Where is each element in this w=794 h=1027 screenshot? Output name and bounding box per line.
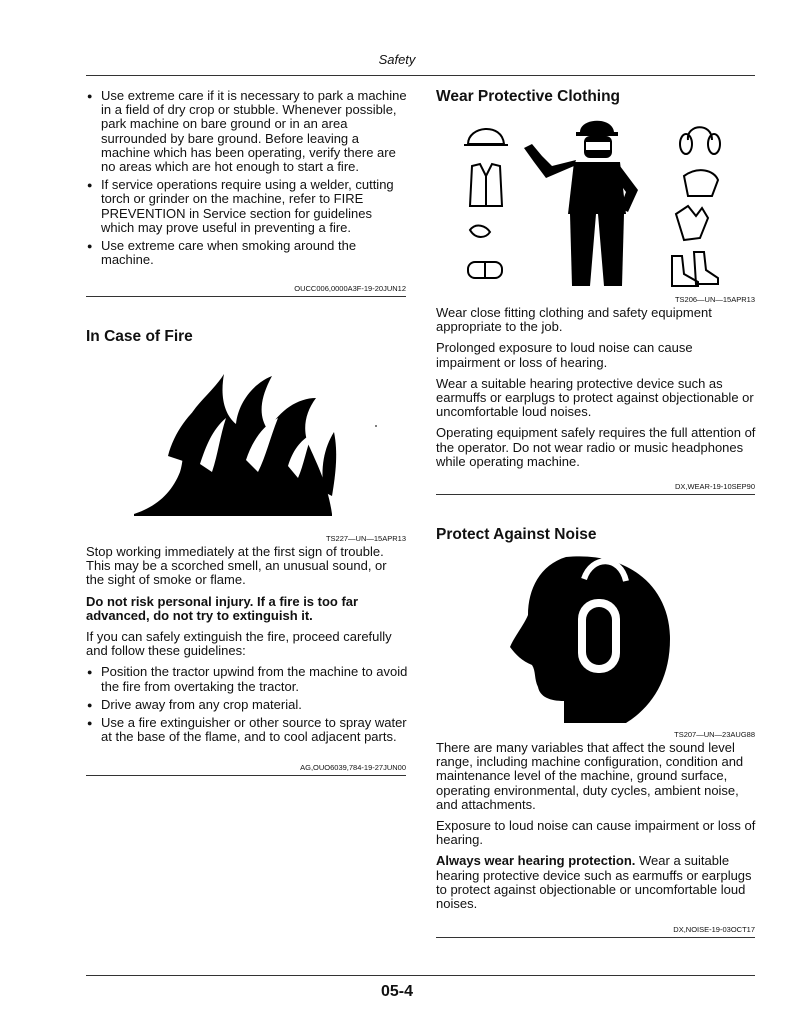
clothing-paragraph: Operating equipment safely requires the full attention of the operator. Do not wear radio or music headphones while operating machine. xyxy=(436,425,756,469)
list-item: ● Use extreme care if it is necessary to park a machine in a field of dry crop or stubble. Whenever possible, park machine on bare ground or in an area surrounded by bare ground. Before leaving a machine which has been operating, verify there are no areas which are hot enough to start a fire. xyxy=(86,89,408,174)
intro-section xyxy=(86,89,408,271)
clothing-paragraph: Prolonged exposure to loud noise can cause impairment or loss of hearing. xyxy=(436,340,693,370)
clothing-section-title: Wear Protective Clothing xyxy=(436,88,621,105)
clothing-paragraph: Wear a suitable hearing protective device such as earmuffs or earplugs to protect against objectionable or uncomfortable loud noises. xyxy=(436,375,754,420)
fire-bullet-list xyxy=(86,665,408,744)
header-rule xyxy=(86,75,755,76)
clothing-image-code: TS206—UN—15APR13 xyxy=(674,295,755,304)
fire-section-title: In Case of Fire xyxy=(86,328,193,345)
hearing-protection-head-icon xyxy=(506,551,686,727)
list-item: ● Position the tractor upwind from the machine to avoid the fire from overtaking the tractor. xyxy=(86,665,408,693)
section-rule xyxy=(436,937,755,938)
noise-paragraph xyxy=(436,854,758,911)
list-item: ● Use a fire extinguisher or other source to spray water at the base of the flame, and to cool adjacent parts. xyxy=(86,716,408,744)
page-header-title: Safety xyxy=(378,52,416,67)
fire-reference-code: AG,OUO6039,784-19-27JUN00 xyxy=(300,763,406,772)
noise-section-body xyxy=(436,741,758,918)
fire-paragraph: If you can safely extinguish the fire, proceed carefully and follow these guidelines: xyxy=(86,629,392,659)
noise-paragraph: Exposure to loud noise can cause impairment or loss of hearing. xyxy=(436,818,756,848)
intro-reference-code: OUCC006,0000A3F-19-20JUN12 xyxy=(294,284,406,293)
clothing-paragraph: Wear close fitting clothing and safety equipment appropriate to the job. xyxy=(436,305,712,335)
noise-paragraph: There are many variables that affect the sound level range, including machine configuration, condition and maintenance level of the machine, ground surface, operating environmental, duty cycles, ambient noise, and attachments. xyxy=(436,740,744,812)
noise-image-code: TS207—UN—23AUG88 xyxy=(674,730,755,739)
noise-emphasis: Always wear hearing protection. xyxy=(436,853,636,869)
list-item: ● Use extreme care when smoking around the machine. xyxy=(86,239,408,267)
intro-bullet-list xyxy=(86,89,408,267)
fire-flames-icon xyxy=(128,368,388,520)
footer-rule xyxy=(86,975,755,976)
section-rule xyxy=(86,775,406,776)
page-number: 05-4 xyxy=(380,983,414,1000)
fire-warning-paragraph: Do not risk personal injury. If a fire is too far advanced, do not try to extinguish it. xyxy=(86,593,359,623)
section-rule xyxy=(86,296,406,297)
noise-paragraph-rest: Wear a suitable hearing protective device such as earmuffs or earplugs to protect against objectionable or uncomfortable loud noises. xyxy=(436,853,752,912)
clothing-reference-code: DX,WEAR-19-10SEP90 xyxy=(674,482,755,491)
fire-section-body xyxy=(86,545,408,748)
list-item: ● Drive away from any crop material. xyxy=(86,698,408,712)
list-item: ● If service operations require using a welder, cutting torch or grinder on the machine, refer to FIRE PREVENTION in Service section for guidelines which may prove useful in preventing a fire. xyxy=(86,178,408,235)
protective-clothing-icon xyxy=(462,114,728,292)
fire-paragraph: Stop working immediately at the first sign of trouble. This may be a scorched smell, an unusual sound, or the sight of smoke or flame. xyxy=(86,544,387,588)
noise-section-title: Protect Against Noise xyxy=(436,526,597,543)
clothing-section-body xyxy=(436,306,758,476)
section-rule xyxy=(436,494,755,495)
fire-image-code: TS227—UN—15APR13 xyxy=(325,534,406,543)
noise-reference-code: DX,NOISE-19-03OCT17 xyxy=(673,925,755,934)
